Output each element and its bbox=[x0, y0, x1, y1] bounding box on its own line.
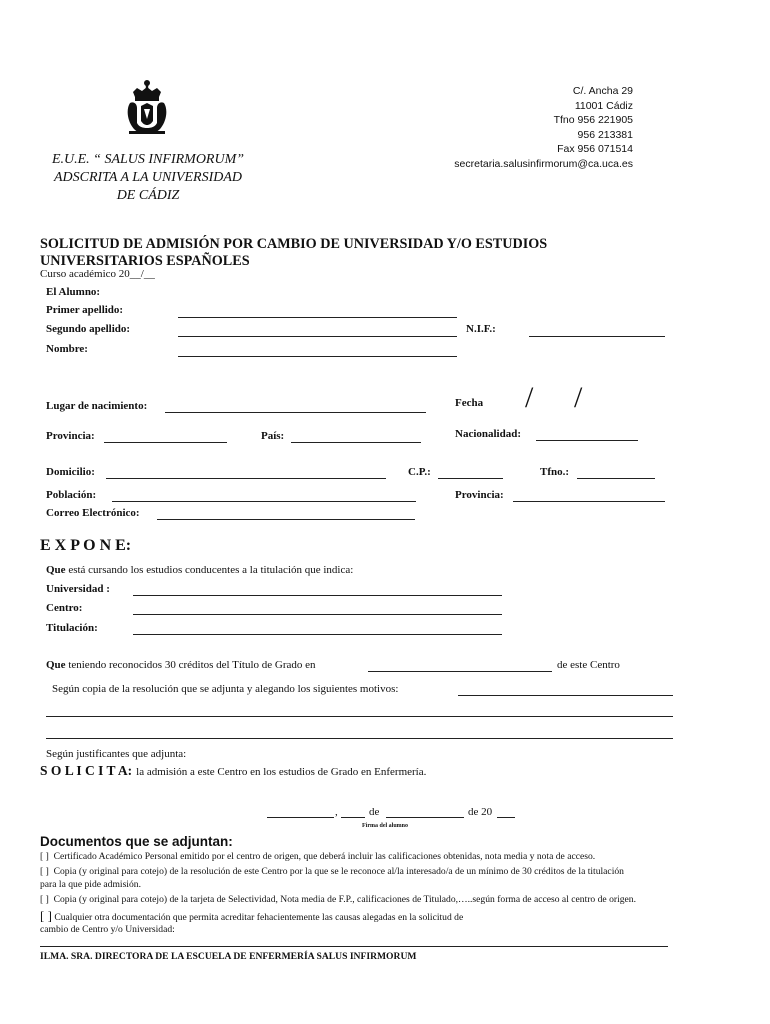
town-field[interactable] bbox=[112, 501, 416, 502]
address-email: secretaria.salusinfirmorum@ca.uca.es bbox=[454, 157, 633, 170]
country-field[interactable] bbox=[291, 442, 421, 443]
solicita-heading: S O L I C I T A: bbox=[40, 763, 133, 778]
doc-checkbox-2[interactable]: [ ] bbox=[40, 866, 49, 877]
doc-item-3-text: Copia (y original para cotejo) de la tarjeta de Selectividad, Nota media de F.P., calificaciones de Titulado,…..según forma de acceso al centro de origen. bbox=[53, 894, 636, 905]
doc-item-3 bbox=[40, 894, 636, 905]
credits-que: Que bbox=[46, 659, 66, 671]
credits-end: de este Centro bbox=[557, 659, 620, 671]
documents-other-field[interactable] bbox=[40, 946, 668, 947]
doc-item-2-cont: para la que pide admisión. bbox=[40, 879, 141, 890]
doc-checkbox-1[interactable]: [ ] bbox=[40, 851, 49, 862]
address-label: Domicilio: bbox=[46, 466, 95, 478]
credits-text-body: teniendo reconocidos 30 créditos del Título de Grado en bbox=[68, 659, 316, 671]
address-block bbox=[454, 84, 633, 172]
phone-label: Tfno.: bbox=[540, 466, 570, 478]
form-title-line2: UNIVERSITARIOS ESPAÑOLES bbox=[40, 253, 250, 269]
reasons-field-1[interactable] bbox=[458, 695, 673, 696]
signature-month-field[interactable] bbox=[386, 817, 464, 818]
degree-label: Titulación: bbox=[46, 622, 98, 634]
signature-comma: , bbox=[335, 806, 338, 818]
center-label: Centro: bbox=[46, 602, 83, 614]
province2-field[interactable] bbox=[513, 501, 665, 502]
address-fax: Fax 956 071514 bbox=[557, 143, 633, 156]
postal-code-label: C.P.: bbox=[408, 466, 431, 478]
signature-de2: de 20 bbox=[468, 806, 493, 818]
form-title-line1: SOLICITUD DE ADMISIÓN POR CAMBIO DE UNIVERSIDAD Y/O ESTUDIOS bbox=[40, 236, 548, 252]
address-street: C/. Ancha 29 bbox=[572, 85, 633, 97]
doc-item-4-cont: cambio de Centro y/o Universidad: bbox=[40, 924, 175, 935]
first-surname-field[interactable] bbox=[178, 317, 457, 318]
first-surname-label: Primer apellido: bbox=[46, 304, 124, 316]
province-field[interactable] bbox=[104, 442, 227, 443]
nationality-label: Nacionalidad: bbox=[455, 428, 522, 440]
email-field[interactable] bbox=[157, 519, 415, 520]
nif-label: N.I.F.: bbox=[466, 323, 496, 335]
province-label: Provincia: bbox=[46, 430, 95, 442]
solicita-text: la admisión a este Centro en los estudios de Grado en Enfermería. bbox=[136, 766, 427, 778]
name-field[interactable] bbox=[178, 356, 457, 357]
birthplace-label: Lugar de nacimiento: bbox=[46, 400, 148, 412]
signature-day-field[interactable] bbox=[341, 817, 365, 818]
signature-label: Firma del alumno bbox=[362, 823, 408, 829]
nif-field[interactable] bbox=[529, 336, 665, 337]
doc-checkbox-3[interactable]: [ ] bbox=[40, 894, 49, 905]
expone-heading: E X P O N E: bbox=[40, 537, 132, 554]
doc-item-4-text: Cualquier otra documentación que permita acreditar fehacientemente las causas alegadas en la solicitud de bbox=[54, 912, 464, 923]
postal-code-field[interactable] bbox=[438, 478, 503, 479]
academic-year: Curso académico 20__/__ bbox=[40, 268, 155, 280]
doc-item-2-text: Copia (y original para cotejo) de la resolución de este Centro por la que se le reconoce al/la interesado/a de un mínimo de 30 créditos de la titulación bbox=[53, 866, 624, 877]
grado-field[interactable] bbox=[368, 671, 552, 672]
footer-recipient: ILMA. SRA. DIRECTORA DE LA ESCUELA DE ENFERMERÍA SALUS INFIRMORUM bbox=[40, 951, 417, 962]
nationality-field[interactable] bbox=[536, 440, 638, 441]
degree-field[interactable] bbox=[133, 634, 502, 635]
doc-item-1-text: Certificado Académico Personal emitido por el centro de origen, que deberá incluir las calificaciones obtenidas, nota media y nota de acceso. bbox=[53, 851, 596, 862]
documents-heading: Documentos que se adjuntan: bbox=[40, 834, 233, 849]
second-surname-label: Segundo apellido: bbox=[46, 323, 131, 335]
center-field[interactable] bbox=[133, 614, 502, 615]
school-line2: ADSCRITA A LA UNIVERSIDAD bbox=[53, 170, 243, 185]
doc-item-1 bbox=[40, 851, 595, 862]
address-phone2: 956 213381 bbox=[577, 128, 633, 141]
address-field[interactable] bbox=[106, 478, 386, 479]
second-surname-field[interactable] bbox=[178, 336, 457, 337]
university-label: Universidad : bbox=[46, 583, 110, 595]
credits-text bbox=[46, 659, 316, 671]
signature-year-field[interactable] bbox=[497, 817, 515, 818]
school-line1: E.U.E. “ SALUS INFIRMORUM” bbox=[51, 152, 245, 167]
town-label: Población: bbox=[46, 489, 97, 501]
school-crest-logo bbox=[124, 79, 170, 135]
doc-item-4 bbox=[40, 908, 463, 924]
expone-intro bbox=[46, 564, 353, 576]
address-phone: Tfno 956 221905 bbox=[553, 114, 633, 127]
name-label: Nombre: bbox=[46, 343, 88, 355]
birthplace-field[interactable] bbox=[165, 412, 426, 413]
reasons-field-3[interactable] bbox=[46, 738, 673, 739]
expone-que: Que bbox=[46, 564, 66, 576]
address-city: 11001 Cádiz bbox=[574, 99, 633, 112]
reasons-field-2[interactable] bbox=[46, 716, 673, 717]
email-label: Correo Electrónico: bbox=[46, 507, 140, 519]
form-title bbox=[40, 236, 547, 270]
birth-date-label: Fecha bbox=[455, 397, 484, 409]
copy-text: Según copia de la resolución que se adjunta y alegando los siguientes motivos: bbox=[52, 683, 399, 695]
university-field[interactable] bbox=[133, 595, 502, 596]
expone-intro-text: está cursando los estudios conducentes a la titulación que indica: bbox=[68, 564, 354, 576]
doc-checkbox-4[interactable]: [ ] bbox=[40, 908, 52, 923]
student-heading: El Alumno: bbox=[46, 286, 101, 298]
school-name bbox=[38, 151, 258, 205]
doc-item-2 bbox=[40, 866, 624, 877]
school-line3: DE CÁDIZ bbox=[116, 188, 180, 203]
justificantes-text: Según justificantes que adjunta: bbox=[46, 748, 187, 760]
phone-field[interactable] bbox=[577, 478, 655, 479]
country-label: País: bbox=[261, 430, 285, 442]
date-slash-2: / bbox=[574, 381, 583, 414]
solicita-block bbox=[40, 762, 426, 780]
date-slash-1: / bbox=[525, 381, 534, 414]
signature-place-field[interactable] bbox=[267, 817, 334, 818]
province2-label: Provincia: bbox=[455, 489, 504, 501]
signature-de1: de bbox=[369, 806, 380, 818]
